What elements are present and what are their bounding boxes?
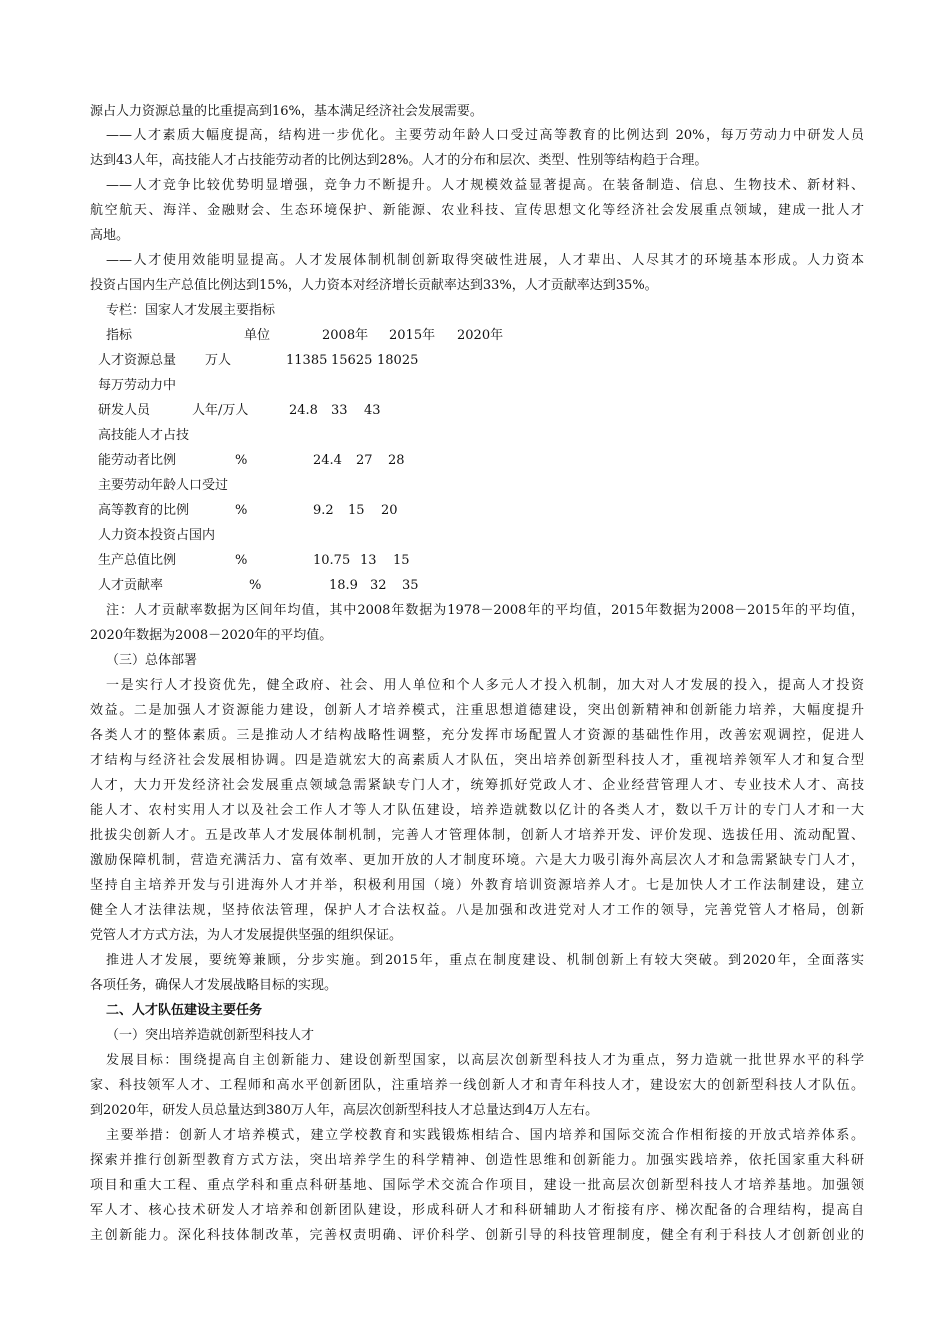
text-line: 主创新能力。深化科技体制改革，完善权责明确、评价科学、创新引导的科技管理制度，健全有利于科技人才创新创业的 xyxy=(90,1228,864,1243)
row-unit: % xyxy=(235,553,248,568)
row-label: 高技能人才占技 xyxy=(98,428,190,443)
table-header-cell: 2020年 xyxy=(457,328,504,343)
table-header-cell: 2008年 xyxy=(322,328,369,343)
table-row xyxy=(0,353,950,369)
row-label: 每万劳动力中 xyxy=(98,378,177,393)
row-value-2015: 33 xyxy=(331,403,348,418)
text-line: 一是实行人才投资优先，健全政府、社会、用人单位和个人多元人才投入机制，加大对人才发展的投入，提高人才投资 xyxy=(106,678,864,693)
table-header-cell: 单位 xyxy=(244,328,271,343)
text-line: 各类人才的整体素质。三是推动人才结构战略性调整，充分发挥市场配置人才资源的基础性作用，改善宏观调控，促进人 xyxy=(90,728,864,743)
row-value-2015: 15625 xyxy=(331,353,373,368)
row-unit: % xyxy=(235,503,248,518)
row-value-2008: 11385 xyxy=(286,353,328,368)
row-value-2020: 18025 xyxy=(377,353,419,368)
text-line: ——人才素质大幅度提高，结构进一步优化。主要劳动年龄人口受过高等教育的比例达到 20%，每万劳动力中研发人员 xyxy=(106,128,864,143)
row-value-2008: 9.2 xyxy=(313,503,334,518)
table-header-cell: 2015年 xyxy=(389,328,436,343)
row-label: 主要劳动年龄人口受过 xyxy=(98,478,229,493)
table-row xyxy=(0,478,950,494)
text-line: 健全人才法律法规，坚持依法管理，保护人才合法权益。八是加强和改进党对人才工作的领导，完善党管人才格局，创新 xyxy=(90,903,864,918)
table-row xyxy=(0,578,950,594)
row-label: 能劳动者比例 xyxy=(98,453,177,468)
table-row xyxy=(0,403,950,419)
table-header-row xyxy=(0,328,950,344)
table-note: 2020年数据为2008－2020年的平均值。 xyxy=(90,628,333,643)
table-header-cell: 指标 xyxy=(106,328,133,343)
text-line: 人才，大力开发经济社会发展重点领域急需紧缺专门人才，统筹抓好党政人才、企业经营管理人才、专业技术人才、高技 xyxy=(90,778,864,793)
table-row xyxy=(0,378,950,394)
row-label: 人才资源总量 xyxy=(98,353,177,368)
row-label: 研发人员 xyxy=(98,403,151,418)
row-label: 高等教育的比例 xyxy=(98,503,190,518)
text-line: 家、科技领军人才、工程师和高水平创新团队，注重培养一线创新人才和青年科技人才，建设宏大的创新型科技人才队伍。 xyxy=(90,1078,864,1093)
table-row xyxy=(0,528,950,544)
text-line: 推进人才发展，要统筹兼顾，分步实施。到2015年，重点在制度建设、机制创新上有较大突破。到2020年，全面落实 xyxy=(106,953,864,968)
text-line: 到2020年，研发人员总量达到380万人年，高层次创新型科技人才总量达到4万人左右。 xyxy=(90,1103,599,1118)
text-line: 坚持自主培养开发与引进海外人才并举，积极利用国（境）外教育培训资源培养人才。七是加快人才工作法制建设，建立 xyxy=(90,878,864,893)
row-value-2008: 18.9 xyxy=(329,578,358,593)
text-line: 批拔尖创新人才。五是改革人才发展体制机制，完善人才管理体制，创新人才培养开发、评价发现、选拔任用、流动配置、 xyxy=(90,828,864,843)
text-line: 能人才、农村实用人才以及社会工作人才等人才队伍建设，培养造就数以亿计的各类人才，数以千万计的专门人才和一大 xyxy=(90,803,864,818)
text-line: ——人才竞争比较优势明显增强，竞争力不断提升。人才规模效益显著提高。在装备制造、信息、生物技术、新材料、 xyxy=(106,178,864,193)
row-value-2008: 24.8 xyxy=(289,403,318,418)
section-heading: （三）总体部署 xyxy=(106,653,198,668)
text-line: 高地。 xyxy=(90,228,130,243)
text-line: 发展目标：围绕提高自主创新能力、建设创新型国家，以高层次创新型科技人才为重点，努力造就一批世界水平的科学 xyxy=(106,1053,864,1068)
text-line: 各项任务，确保人才发展战略目标的实现。 xyxy=(90,978,338,993)
row-value-2015: 32 xyxy=(370,578,387,593)
chapter-heading: 二、人才队伍建设主要任务 xyxy=(106,1003,263,1018)
table-row xyxy=(0,503,950,519)
text-line: 激励保障机制，营造充满活力、富有效率、更加开放的人才制度环境。六是大力吸引海外高层次人才和急需紧缺专门人才， xyxy=(90,853,864,868)
row-value-2020: 43 xyxy=(364,403,381,418)
table-row xyxy=(0,428,950,444)
text-line: 航空航天、海洋、金融财会、生态环境保护、新能源、农业科技、宣传思想文化等经济社会发展重点领域，建成一批人才 xyxy=(90,203,864,218)
text-line: 主要举措：创新人才培养模式，建立学校教育和实践锻炼相结合、国内培养和国际交流合作相衔接的开放式培养体系。 xyxy=(106,1128,864,1143)
text-line: 达到43人年，高技能人才占技能劳动者的比例达到28%。人才的分布和层次、类型、性别等结构趋于合理。 xyxy=(90,153,708,168)
row-value-2020: 20 xyxy=(381,503,398,518)
row-value-2020: 35 xyxy=(402,578,419,593)
text-line: 项目和重大工程、重点学科和重点科研基地、国际学术交流合作项目，建设一批高层次创新型科技人才培养基地。加强领 xyxy=(90,1178,864,1193)
text-line: 党管人才方式方法，为人才发展提供坚强的组织保证。 xyxy=(90,928,403,943)
text-line: 效益。二是加强人才资源能力建设，创新人才培养模式，注重思想道德建设，突出创新精神和创新能力培养，大幅度提升 xyxy=(90,703,864,718)
text-line: 军人才、核心技术研发人才培养和创新团队建设，形成科研人才和科研辅助人才衔接有序、梯次配备的合理结构，提高自 xyxy=(90,1203,864,1218)
row-value-2020: 28 xyxy=(388,453,405,468)
text-line: 探索并推行创新型教育方式方法，突出培养学生的科学精神、创造性思维和创新能力。加强实践培养，依托国家重大科研 xyxy=(90,1153,864,1168)
row-unit: 万人 xyxy=(205,353,232,368)
table-note: 注：人才贡献率数据为区间年均值，其中2008年数据为1978－2008年的平均值，2015年数据为2008－2015年的平均值， xyxy=(106,603,864,618)
row-label: 人力资本投资占国内 xyxy=(98,528,216,543)
row-value-2015: 15 xyxy=(348,503,365,518)
row-unit: % xyxy=(235,453,248,468)
row-label: 人才贡献率 xyxy=(98,578,164,593)
table-row xyxy=(0,553,950,569)
section-heading: （一）突出培养造就创新型科技人才 xyxy=(106,1028,315,1043)
row-unit: % xyxy=(249,578,262,593)
row-value-2015: 27 xyxy=(356,453,373,468)
row-value-2020: 15 xyxy=(393,553,410,568)
text-line: 投资占国内生产总值比例达到15%，人力资本对经济增长贡献率达到33%，人才贡献率达到35%。 xyxy=(90,278,658,293)
text-line: ——人才使用效能明显提高。人才发展体制机制创新取得突破性进展，人才辈出、人尽其才的环境基本形成。人力资本 xyxy=(106,253,864,268)
column-title: 专栏：国家人才发展主要指标 xyxy=(106,303,276,318)
row-label: 生产总值比例 xyxy=(98,553,177,568)
text-line: 才结构与经济社会发展相协调。四是造就宏大的高素质人才队伍，突出培养创新型科技人才，重视培养领军人才和复合型 xyxy=(90,753,864,768)
row-value-2008: 24.4 xyxy=(313,453,342,468)
text-line: 源占人力资源总量的比重提高到16%，基本满足经济社会发展需要。 xyxy=(90,104,483,119)
row-value-2015: 13 xyxy=(360,553,377,568)
row-unit: 人年/万人 xyxy=(192,403,249,418)
table-row xyxy=(0,453,950,469)
row-value-2008: 10.75 xyxy=(313,553,351,568)
